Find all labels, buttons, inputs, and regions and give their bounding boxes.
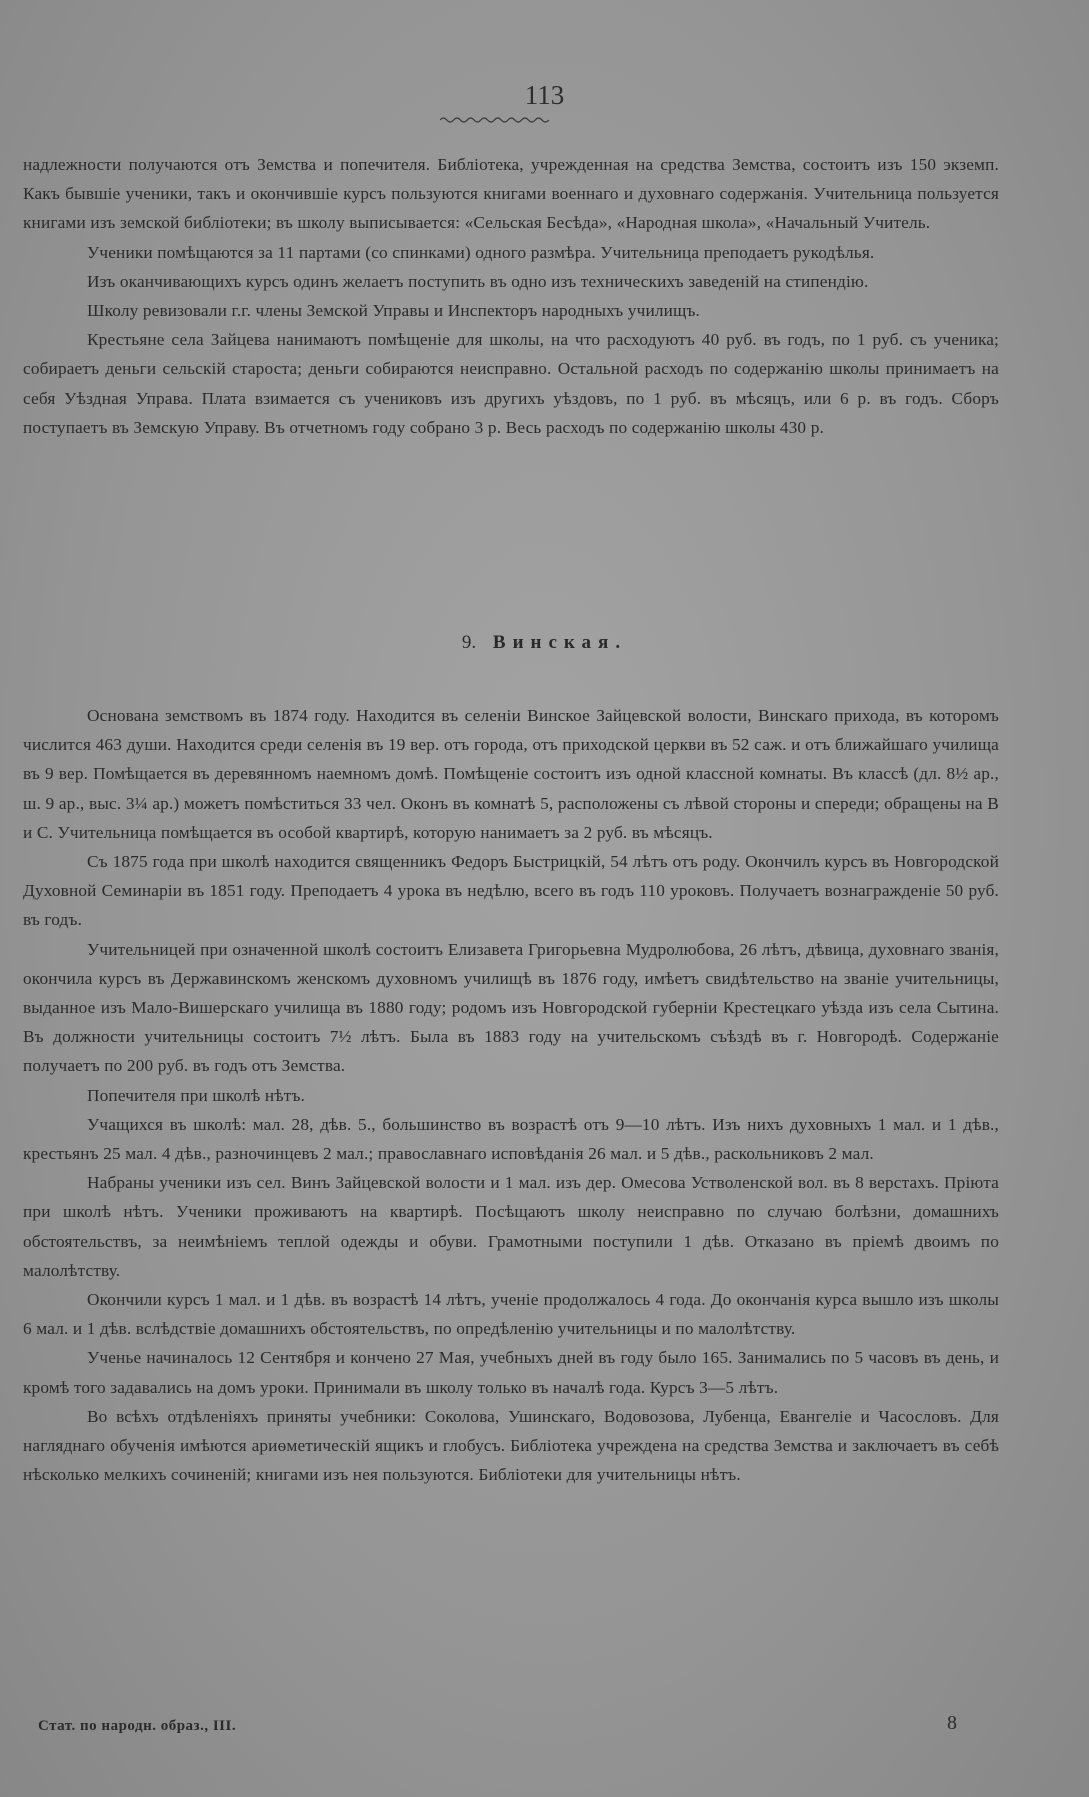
page-number: 113 (524, 80, 565, 110)
paragraph: Учащихся въ школѣ: мал. 28, дѣв. 5., большинство въ возрастѣ отъ 9—10 лѣтъ. Изъ нихъ духовныхъ 1 мал. и 1 дѣв., крестьянъ 25 мал. 4 дѣв., разночинцевъ 2 мал.; православнаго исповѣданія 26 мал. и 5 дѣв., раскольниковъ 2 мал. (23, 1114, 999, 1164)
paragraph: Учительницей при означенной школѣ состоитъ Елизавета Григорьевна Мудролюбова, 26 лѣтъ, дѣвица, духовнаго званія, окончила курсъ въ Державинскомъ женскомъ духовномъ училищѣ въ 1876 году, имѣетъ свидѣтельство на званіе учительницы, выданное изъ Мало-Вишерскаго училища въ 1880 году; родомъ изъ Новгородской губерніи Крестецкаго уѣзда изъ села Сытина. Въ должности учительницы состоитъ 7½ лѣтъ. Была въ 1883 году на учительскомъ съѣздѣ въ г. Новгородѣ. Содержаніе получаетъ по 200 руб. въ годъ отъ Земства. (23, 939, 999, 1076)
paragraph: Основана земствомъ въ 1874 году. Находится въ селеніи Винское Зайцевской волости, Винскаго прихода, въ которомъ числится 463 души. Находится среди селенія въ 19 вер. отъ города, отъ приходской церкви въ 52 саж. и отъ ближайшаго училища въ 9 вер. Помѣщается въ деревянномъ наемномъ домѣ. Помѣщеніе состоитъ изъ одной классной комнаты. Въ классѣ (дл. 8½ ар., ш. 9 ар., выс. 3¼ ар.) можетъ помѣститься 33 чел. Оконъ въ комнатѣ 5, расположены съ лѣвой стороны и спереди; обращены на В и С. Учительница помѣщается въ особой квартирѣ, которую нанимаетъ за 2 руб. въ мѣсяцъ. (23, 706, 999, 842)
page-number-ornament (440, 116, 550, 124)
paragraph: Попечителя при школѣ нѣтъ. (87, 1085, 306, 1105)
section-body (23, 701, 999, 1489)
footer-signature-mark: 8 (947, 1712, 957, 1734)
paragraph: Крестьяне села Зайцева нанимаютъ помѣщеніе для школы, на что расходуютъ 40 руб. въ годъ, по 1 руб. съ ученика; собираетъ деньги сельскій староста; деньги собираются неисправно. Остальной расходъ по содержанію школы принимаетъ на себя Уѣздная Управа. Плата взимается съ учениковъ изъ другихъ уѣздовъ, по 1 руб. въ мѣсяцъ, или 6 р. въ годъ. Сборъ поступаетъ въ Земскую Управу. Въ отчетномъ году собрано 3 р. Весь расходъ по содержанію школы 430 р. (23, 330, 999, 437)
paragraph: Набраны ученики изъ сел. Винъ Зайцевской волости и 1 мал. изъ дер. Омесова Устволенской вол. въ 8 верстахъ. Пріюта при школѣ нѣтъ. Ученики проживаютъ на квартирѣ. Посѣщаютъ школу неисправно по случаю болѣзни, домашнихъ обстоятельствъ, за неимѣніемъ теплой одежды и обуви. Грамотными поступили 1 дѣв. Отказано въ пріемѣ двоимъ по малолѣтству. (23, 1173, 999, 1280)
paragraph: Во всѣхъ отдѣленіяхъ приняты учебники: Соколова, Ушинскаго, Водовозова, Лубенца, Евангеліе и Часословъ. Для нагляднаго обученія имѣются ариѳметическій ящикъ и глобусъ. Библіотека учреждена на средства Земства и заключаетъ въ себѣ нѣсколько мелкихъ сочиненій; книгами изъ нея пользуются. Библіотеки для учительницы нѣтъ. (23, 1406, 999, 1485)
paragraph: Школу ревизовали г.г. члены Земской Управы и Инспекторъ народныхъ училищъ. (87, 301, 701, 321)
paragraph: Изъ оканчивающихъ курсъ одинъ желаетъ поступить въ одно изъ техническихъ заведеній на стипендію. (87, 271, 869, 291)
paragraph: надлежности получаются отъ Земства и попечителя. Библіотека, учрежденная на средства Земства, состоитъ изъ 150 экземп. Какъ бывшіе ученики, такъ и окончившіе курсъ пользуются книгами военнаго и духовнаго содержанія. Учительница пользуется книгами изъ земской библіотеки; въ школу выписывается: «Сельская Бесѣда», «Народная школа», «Начальный Учитель. (23, 155, 999, 233)
paragraph: Ученье начиналось 12 Сентября и кончено 27 Мая, учебныхъ дней въ году было 165. Занимались по 5 часовъ въ день, и кромѣ того задавались на домъ уроки. Принимали въ школу только въ началѣ года. Курсъ 3—5 лѣтъ. (23, 1348, 999, 1397)
section-number: 9. (461, 632, 477, 653)
footer-source: Стат. по народн. образ., III. (38, 1718, 237, 1734)
section-heading (0, 632, 1089, 654)
paragraph: Окончили курсъ 1 мал. и 1 дѣв. въ возрастѣ 14 лѣтъ, ученіе продолжалось 4 года. До окончанія курса вышло изъ школы 6 мал. и 1 дѣв. вслѣдствіе домашнихъ обстоятельствъ, по опредѣленію учительницы и по малолѣтству. (23, 1290, 999, 1339)
section-title: Винская. (492, 632, 628, 653)
section-continuation (23, 150, 999, 442)
paragraph: Ученики помѣщаются за 11 партами (со спинками) одного размѣра. Учительница преподаетъ рукодѣлья. (87, 242, 875, 262)
paragraph: Съ 1875 года при школѣ находится священникъ Федоръ Быстрицкій, 54 лѣтъ отъ роду. Окончилъ курсъ въ Новгородской Духовной Семинаріи въ 1851 году. Преподаетъ 4 урока въ недѣлю, всего въ годъ 110 уроковъ. Получаетъ вознагражденіе 50 руб. въ годъ. (23, 852, 999, 930)
